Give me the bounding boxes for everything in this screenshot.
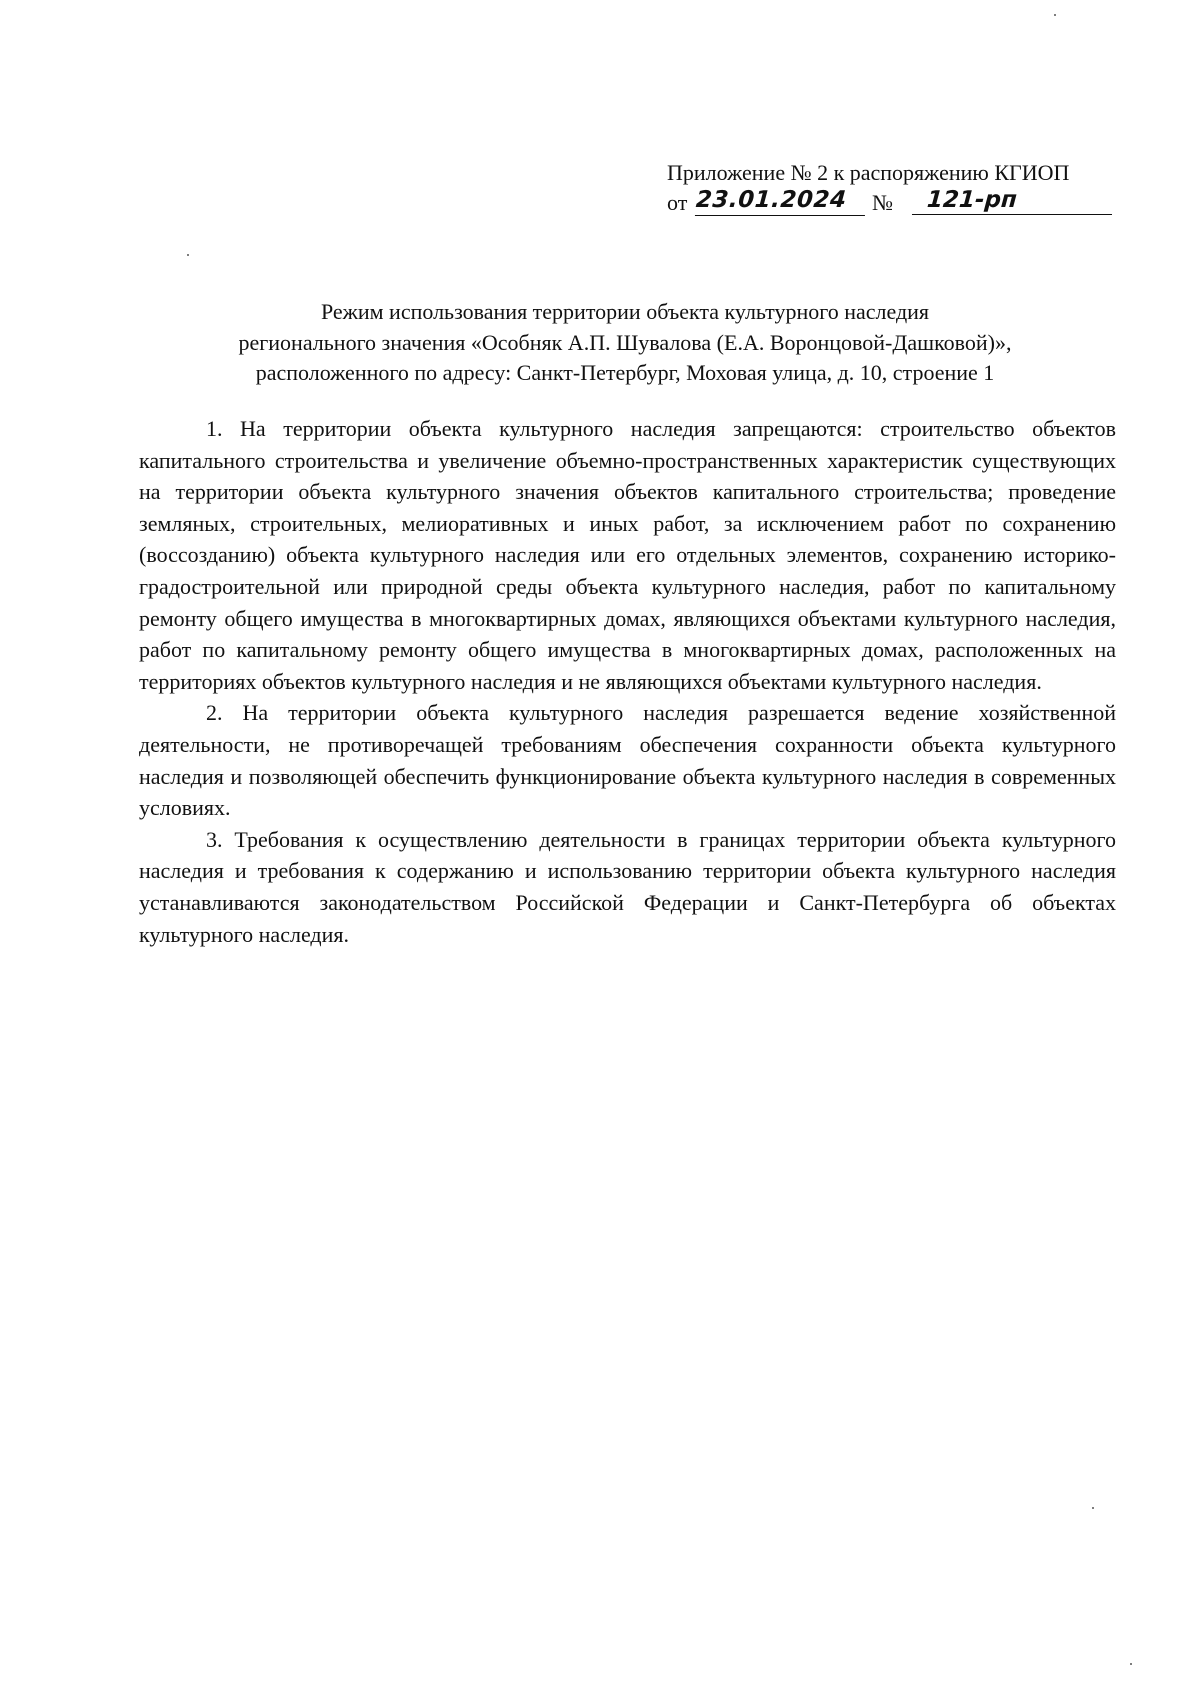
appendix-date-number-line (667, 188, 1127, 222)
title-line-3: расположенного по адресу: Санкт-Петербург, Моховая улица, д. 10, строение 1 (255, 360, 995, 385)
handwritten-date: 23.01.2024 (695, 185, 867, 216)
paragraph-1: 1. На территории объекта культурного наследия запрещаются: строительство объектов капитального строительства и увеличение объемно-пространственных характеристик существующих на территории объекта культурного значения объектов капитального строительства; проведение земляных, строительных, мелиоративных и иных работ, за исключением работ по сохранению (воссозданию) объекта культурного наследия или его отдельных элементов, сохранению историко-градостроительной или природной среды объекта культурного наследия, работ по капитальному ремонту общего имущества в многоквартирных домах, являющихся объектами культурного наследия, работ по капитальному ремонту общего имущества в многоквартирных домах, расположенных на территориях объектов культурного наследия и не являющихся объектами культурного наследия. (139, 416, 1116, 694)
document-title (130, 297, 1120, 389)
paragraph-3: 3. Требования к осуществлению деятельности в границах территории объекта культурного наследия и требования к содержанию и использованию территории объекта культурного наследия устанавливаются законодательством Российской Федерации и Санкт-Петербурга об объектах культурного наследия. (139, 826, 1116, 947)
appendix-title: Приложение № 2 к распоряжению КГИОП (667, 160, 1070, 185)
document-body (139, 413, 1116, 950)
paragraph-2: 2. На территории объекта культурного наследия разрешается ведение хозяйственной деятельности, не противоречащей требованиям обеспечения сохранности объекта культурного наследия и позволяющей обеспечить функционирование объекта культурного наследия в современных условиях. (139, 700, 1116, 821)
number-sign: № (872, 190, 893, 215)
handwritten-order-number: 121-рп (912, 185, 1114, 215)
title-line-2: регионального значения «Особняк А.П. Шувалова (Е.А. Воронцовой-Дашковой)», (238, 329, 1012, 355)
title-line-1: Режим использования территории объекта культурного наследия (320, 299, 930, 324)
scan-speck (187, 254, 189, 256)
date-prefix: от (667, 190, 688, 215)
scan-speck (1054, 14, 1056, 16)
scan-speck (1092, 1507, 1094, 1509)
appendix-header (667, 158, 1127, 222)
scan-speck (1130, 1663, 1132, 1665)
